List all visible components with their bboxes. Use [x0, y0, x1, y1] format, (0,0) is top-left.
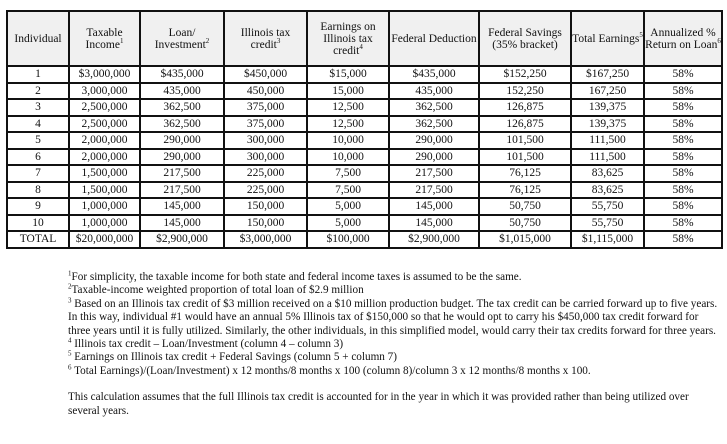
- column-header: Taxable Income$^1$: [69, 11, 140, 66]
- table-cell: 3,000,000: [69, 83, 140, 100]
- table-row: [7, 99, 722, 116]
- total-row: [7, 231, 722, 248]
- table-cell: 12,500: [307, 99, 389, 116]
- table-cell: 290,000: [140, 132, 224, 149]
- table-row: [7, 132, 722, 149]
- table-cell: 83,625: [571, 182, 644, 199]
- table-cell: 58%: [644, 66, 722, 83]
- column-header: Total Earnings$^5$: [571, 11, 644, 66]
- table-cell: $1,015,000: [479, 231, 571, 248]
- table-cell: $2,900,000: [140, 231, 224, 248]
- table-cell: 150,000: [224, 215, 307, 232]
- table-cell: 1,500,000: [69, 182, 140, 199]
- table-cell: 101,500: [479, 132, 571, 149]
- table-cell: $435,000: [389, 66, 479, 83]
- table-cell: 2: [7, 83, 69, 100]
- table-cell: 15,000: [307, 83, 389, 100]
- table-cell: 58%: [644, 83, 722, 100]
- column-header: Annualized % Return on Loan$^6$: [644, 11, 722, 66]
- table-cell: 139,375: [571, 116, 644, 133]
- table-row: [7, 215, 722, 232]
- table-cell: 5,000: [307, 215, 389, 232]
- table-cell: 300,000: [224, 149, 307, 166]
- footnote-3: $^3$ Based on an Illinois tax credit of $3 million received on a $10 million production budget. The tax credit can be carried forward up to five years. In this way, individual #1 would have an annual 5% Illinois tax of $150,000 so that he would opt to carry his $450,000 tax credit forward for three years until it is fully utilized. Similarly, the other individuals, in this simplified model, would carry their tax credits forward for three years.: [68, 296, 718, 337]
- table-cell: 375,000: [224, 116, 307, 133]
- table-cell: 362,500: [140, 99, 224, 116]
- table-cell: 76,125: [479, 182, 571, 199]
- column-header: Federal Savings (35% bracket): [479, 11, 571, 66]
- table-cell: 58%: [644, 165, 722, 182]
- table-cell: 225,000: [224, 182, 307, 199]
- column-header: Loan/ Investment$^2$: [140, 11, 224, 66]
- table-cell: $450,000: [224, 66, 307, 83]
- table-cell: 5: [7, 132, 69, 149]
- table-row: [7, 182, 722, 199]
- table-cell: 8: [7, 182, 69, 199]
- table-cell: 55,750: [571, 215, 644, 232]
- table-cell: $1,115,000: [571, 231, 644, 248]
- footnote-4: $^4$ Illinois tax credit – Loan/Investment (column 4 – column 3): [68, 336, 344, 351]
- table-cell: 55,750: [571, 198, 644, 215]
- table-cell: 50,750: [479, 215, 571, 232]
- table-cell: 217,500: [389, 182, 479, 199]
- table-cell: 10,000: [307, 149, 389, 166]
- column-header: Illinois tax credit$^3$: [224, 11, 307, 66]
- table-row: [7, 83, 722, 100]
- closing-note: This calculation assumes that the full Illinois tax credit is accounted for in the year in which it was provided rather than being utilized over several years.: [68, 391, 689, 417]
- table-cell: TOTAL: [7, 231, 69, 248]
- table-cell: $3,000,000: [69, 66, 140, 83]
- table-cell: $100,000: [307, 231, 389, 248]
- table-cell: 290,000: [389, 132, 479, 149]
- table-cell: 435,000: [389, 83, 479, 100]
- table-cell: 152,250: [479, 83, 571, 100]
- table-cell: 111,500: [571, 132, 644, 149]
- table-cell: 150,000: [224, 198, 307, 215]
- table-cell: 300,000: [224, 132, 307, 149]
- table-cell: 58%: [644, 215, 722, 232]
- table-cell: 290,000: [140, 149, 224, 166]
- header-row: [7, 11, 722, 66]
- footnote-2: $^2$Taxable-income weighted proportion of total loan of $2.9 million: [68, 282, 364, 297]
- table-cell: 50,750: [479, 198, 571, 215]
- table-cell: 58%: [644, 99, 722, 116]
- table-cell: 217,500: [389, 165, 479, 182]
- table-cell: 1,500,000: [69, 165, 140, 182]
- table-cell: 58%: [644, 182, 722, 199]
- table-cell: $20,000,000: [69, 231, 140, 248]
- table-cell: 435,000: [140, 83, 224, 100]
- table-cell: 126,875: [479, 99, 571, 116]
- table-cell: 362,500: [389, 116, 479, 133]
- table-cell: 217,500: [140, 182, 224, 199]
- table-cell: 225,000: [224, 165, 307, 182]
- table-cell: 2,000,000: [69, 132, 140, 149]
- table-cell: 450,000: [224, 83, 307, 100]
- table-cell: 10,000: [307, 132, 389, 149]
- table-cell: 145,000: [389, 198, 479, 215]
- table-cell: 1: [7, 66, 69, 83]
- table-cell: 375,000: [224, 99, 307, 116]
- table-cell: 2,000,000: [69, 149, 140, 166]
- table-cell: 58%: [644, 116, 722, 133]
- table-cell: 145,000: [140, 198, 224, 215]
- table-cell: 362,500: [140, 116, 224, 133]
- table-cell: 217,500: [140, 165, 224, 182]
- table-cell: 362,500: [389, 99, 479, 116]
- table-row: [7, 66, 722, 83]
- table-cell: 1,000,000: [69, 215, 140, 232]
- footnotes: [68, 271, 718, 418]
- column-header: Federal Deduction: [389, 11, 479, 66]
- table-cell: 7: [7, 165, 69, 182]
- table-row: [7, 165, 722, 182]
- investment-returns-table: [6, 10, 723, 249]
- table-cell: 58%: [644, 132, 722, 149]
- table-cell: 2,500,000: [69, 99, 140, 116]
- table-cell: $167,250: [571, 66, 644, 83]
- column-header: Earnings on Illinois tax credit$^4$: [307, 11, 389, 66]
- table-cell: 1,000,000: [69, 198, 140, 215]
- table-cell: 6: [7, 149, 69, 166]
- table-cell: 5,000: [307, 198, 389, 215]
- table-cell: 7,500: [307, 182, 389, 199]
- footnote-6: $^6$ Total Earnings)/(Loan/Investment) x 12 months/8 months x 100 (column 8)/column 3 x 12 months/8 months x 100.: [68, 363, 591, 377]
- table-cell: 7,500: [307, 165, 389, 182]
- table-cell: $152,250: [479, 66, 571, 83]
- footnote-5: $^5$ Earnings on Illinois tax credit + Federal Savings (column 5 + column 7): [68, 349, 397, 364]
- table-cell: 290,000: [389, 149, 479, 166]
- table-cell: 12,500: [307, 116, 389, 133]
- table-cell: 58%: [644, 198, 722, 215]
- table-cell: 3: [7, 99, 69, 116]
- table-cell: 4: [7, 116, 69, 133]
- footnote-1: $^1$For simplicity, the taxable income for both state and federal income taxes is assumed to be the same.: [68, 269, 522, 283]
- table-row: [7, 149, 722, 166]
- table-cell: 111,500: [571, 149, 644, 166]
- table-cell: $435,000: [140, 66, 224, 83]
- table-cell: 139,375: [571, 99, 644, 116]
- column-header: Individual: [7, 11, 69, 66]
- table-row: [7, 116, 722, 133]
- table-cell: 145,000: [140, 215, 224, 232]
- table-cell: 58%: [644, 231, 722, 248]
- table-cell: 58%: [644, 149, 722, 166]
- table-row: [7, 198, 722, 215]
- table-cell: 2,500,000: [69, 116, 140, 133]
- table-cell: 101,500: [479, 149, 571, 166]
- table-cell: $3,000,000: [224, 231, 307, 248]
- table-cell: 145,000: [389, 215, 479, 232]
- table-cell: 126,875: [479, 116, 571, 133]
- table-cell: 9: [7, 198, 69, 215]
- table-cell: 83,625: [571, 165, 644, 182]
- table-cell: $15,000: [307, 66, 389, 83]
- table-cell: 167,250: [571, 83, 644, 100]
- table-cell: 10: [7, 215, 69, 232]
- table-cell: $2,900,000: [389, 231, 479, 248]
- table-body: [7, 66, 722, 248]
- table-cell: 76,125: [479, 165, 571, 182]
